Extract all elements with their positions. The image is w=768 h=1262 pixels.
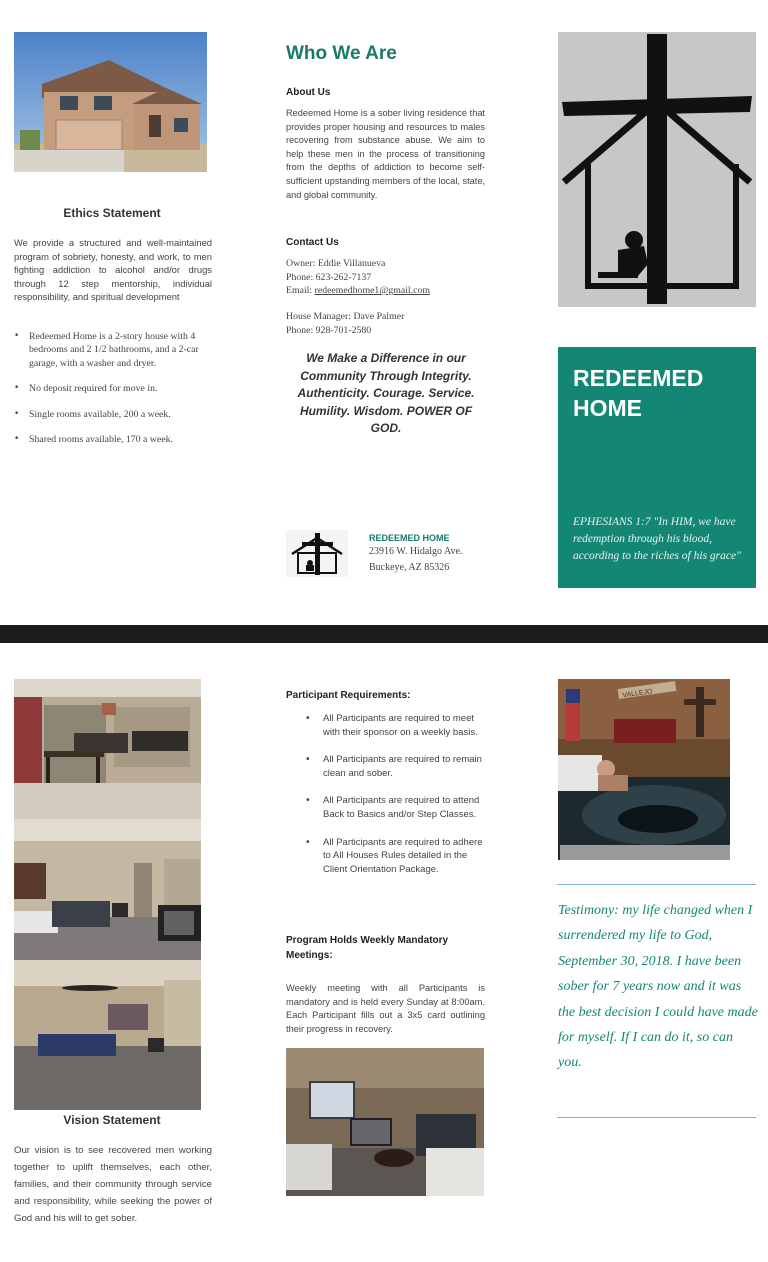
testimony-top-divider bbox=[557, 884, 756, 885]
vision-statement-text: Our vision is to see recovered men working together to uplift themselves, each other, families, and their community through service and responsibility, while seeking the power of God and his will to get sober. bbox=[14, 1145, 212, 1224]
logo-small bbox=[286, 530, 348, 577]
living-room-photo bbox=[14, 679, 201, 819]
house-features-list bbox=[14, 330, 214, 458]
weekly-meetings-heading: Program Holds Weekly Mandatory Meetings: bbox=[286, 935, 449, 961]
address-city: Buckeye, AZ 85326 bbox=[369, 562, 450, 573]
owner-contact bbox=[286, 257, 430, 298]
testimony-bottom-divider bbox=[557, 1117, 756, 1118]
lounge-photo bbox=[286, 1048, 484, 1196]
ethics-statement-title: Ethics Statement bbox=[63, 206, 161, 220]
photo-sign-text: VALLEJO bbox=[622, 688, 654, 700]
logo-large bbox=[558, 32, 756, 307]
vision-statement-title: Vision Statement bbox=[63, 1113, 161, 1127]
baptism-photo bbox=[558, 679, 730, 860]
testimony-text: Testimony: my life changed when I surrendered my life to God, September 30, 2018. I have been sober for 7 years now and it was the best decision I could have made for myself. If I can do it, so can you. bbox=[558, 903, 758, 1071]
list-item: • Redeemed Home is a 2-story house with 4 bedrooms and 2 1/2 bathrooms, and a 2-car garage, with a washer and dryer. bbox=[14, 330, 214, 370]
owner-phone: Phone: 623-262-7137 bbox=[286, 271, 372, 283]
participant-requirements-heading: Participant Requirements: bbox=[286, 690, 411, 701]
bedroom-photo-2 bbox=[14, 960, 201, 1110]
list-item: • All Participants are required to remain clean and sober. bbox=[305, 753, 485, 780]
list-item: • Single rooms available, 200 a week. bbox=[14, 408, 214, 421]
brand-panel bbox=[558, 347, 756, 588]
manager-phone: Phone: 928-701-2580 bbox=[286, 324, 372, 336]
ethics-statement-text: We provide a structured and well-maintained program of sobriety, honesty, and work, to men fighting addiction to alcohol and/or drugs through 12 step mentorship, individual responsibility, and spiritual development bbox=[14, 237, 212, 303]
brochure-page-front bbox=[0, 0, 768, 625]
owner-email-row bbox=[286, 284, 430, 298]
brand-title-line2: HOME bbox=[573, 395, 642, 421]
bedroom-photo-1 bbox=[14, 819, 201, 960]
motto-text: We Make a Difference in our Community Through Integrity. Authenticity. Courage. Service. Humility. Wisdom. POWER OF GOD. bbox=[297, 351, 475, 435]
list-item: • Shared rooms available, 170 a week. bbox=[14, 433, 214, 446]
brand-title bbox=[573, 363, 703, 423]
brand-title-line1: REDEEMED bbox=[573, 365, 704, 391]
who-we-are-title: Who We Are bbox=[286, 43, 397, 64]
about-us-text: Redeemed Home is a sober living residence that provides proper housing and resources to males recovering from substance abuse. We aim to help these men in the process of transitioning from the depths of addiction to become self-sufficient upstanding members of the local, state, and global community. bbox=[286, 108, 486, 200]
requirements-list bbox=[305, 712, 485, 890]
house-photo bbox=[14, 32, 207, 172]
manager-name: House Manager: Dave Palmer bbox=[286, 311, 405, 322]
list-item: • No deposit required for move in. bbox=[14, 382, 214, 395]
about-us-heading: About Us bbox=[286, 87, 331, 98]
weekly-meetings-text: Weekly meeting with all Participants is mandatory and is held every Sunday at 8:00am. Each Participant fills out a 3x5 card outlining their progress in recovery. bbox=[286, 983, 485, 1034]
email-link[interactable]: redeemedhome1@gmail.com bbox=[314, 285, 430, 297]
list-item: • All Participants are required to adhere to All Houses Rules detailed in the Client Orientation Package. bbox=[305, 836, 485, 877]
owner-name: Owner: Eddie Villanueva bbox=[286, 258, 386, 269]
address-name: REDEEMED HOME bbox=[369, 533, 450, 543]
email-label: Email: bbox=[286, 285, 315, 297]
list-item: • All Participants are required to meet with their sponsor on a weekly basis. bbox=[305, 712, 485, 739]
scripture-verse: EPHESIANS 1:7 "In HIM, we have redemption through his blood, according to the riches of his grace" bbox=[573, 516, 741, 562]
manager-contact bbox=[286, 310, 404, 337]
list-item: • All Participants are required to attend Back to Basics and/or Step Classes. bbox=[305, 794, 485, 821]
address-street: 23916 W. Hidalgo Ave. bbox=[369, 546, 463, 557]
contact-us-heading: Contact Us bbox=[286, 237, 339, 248]
